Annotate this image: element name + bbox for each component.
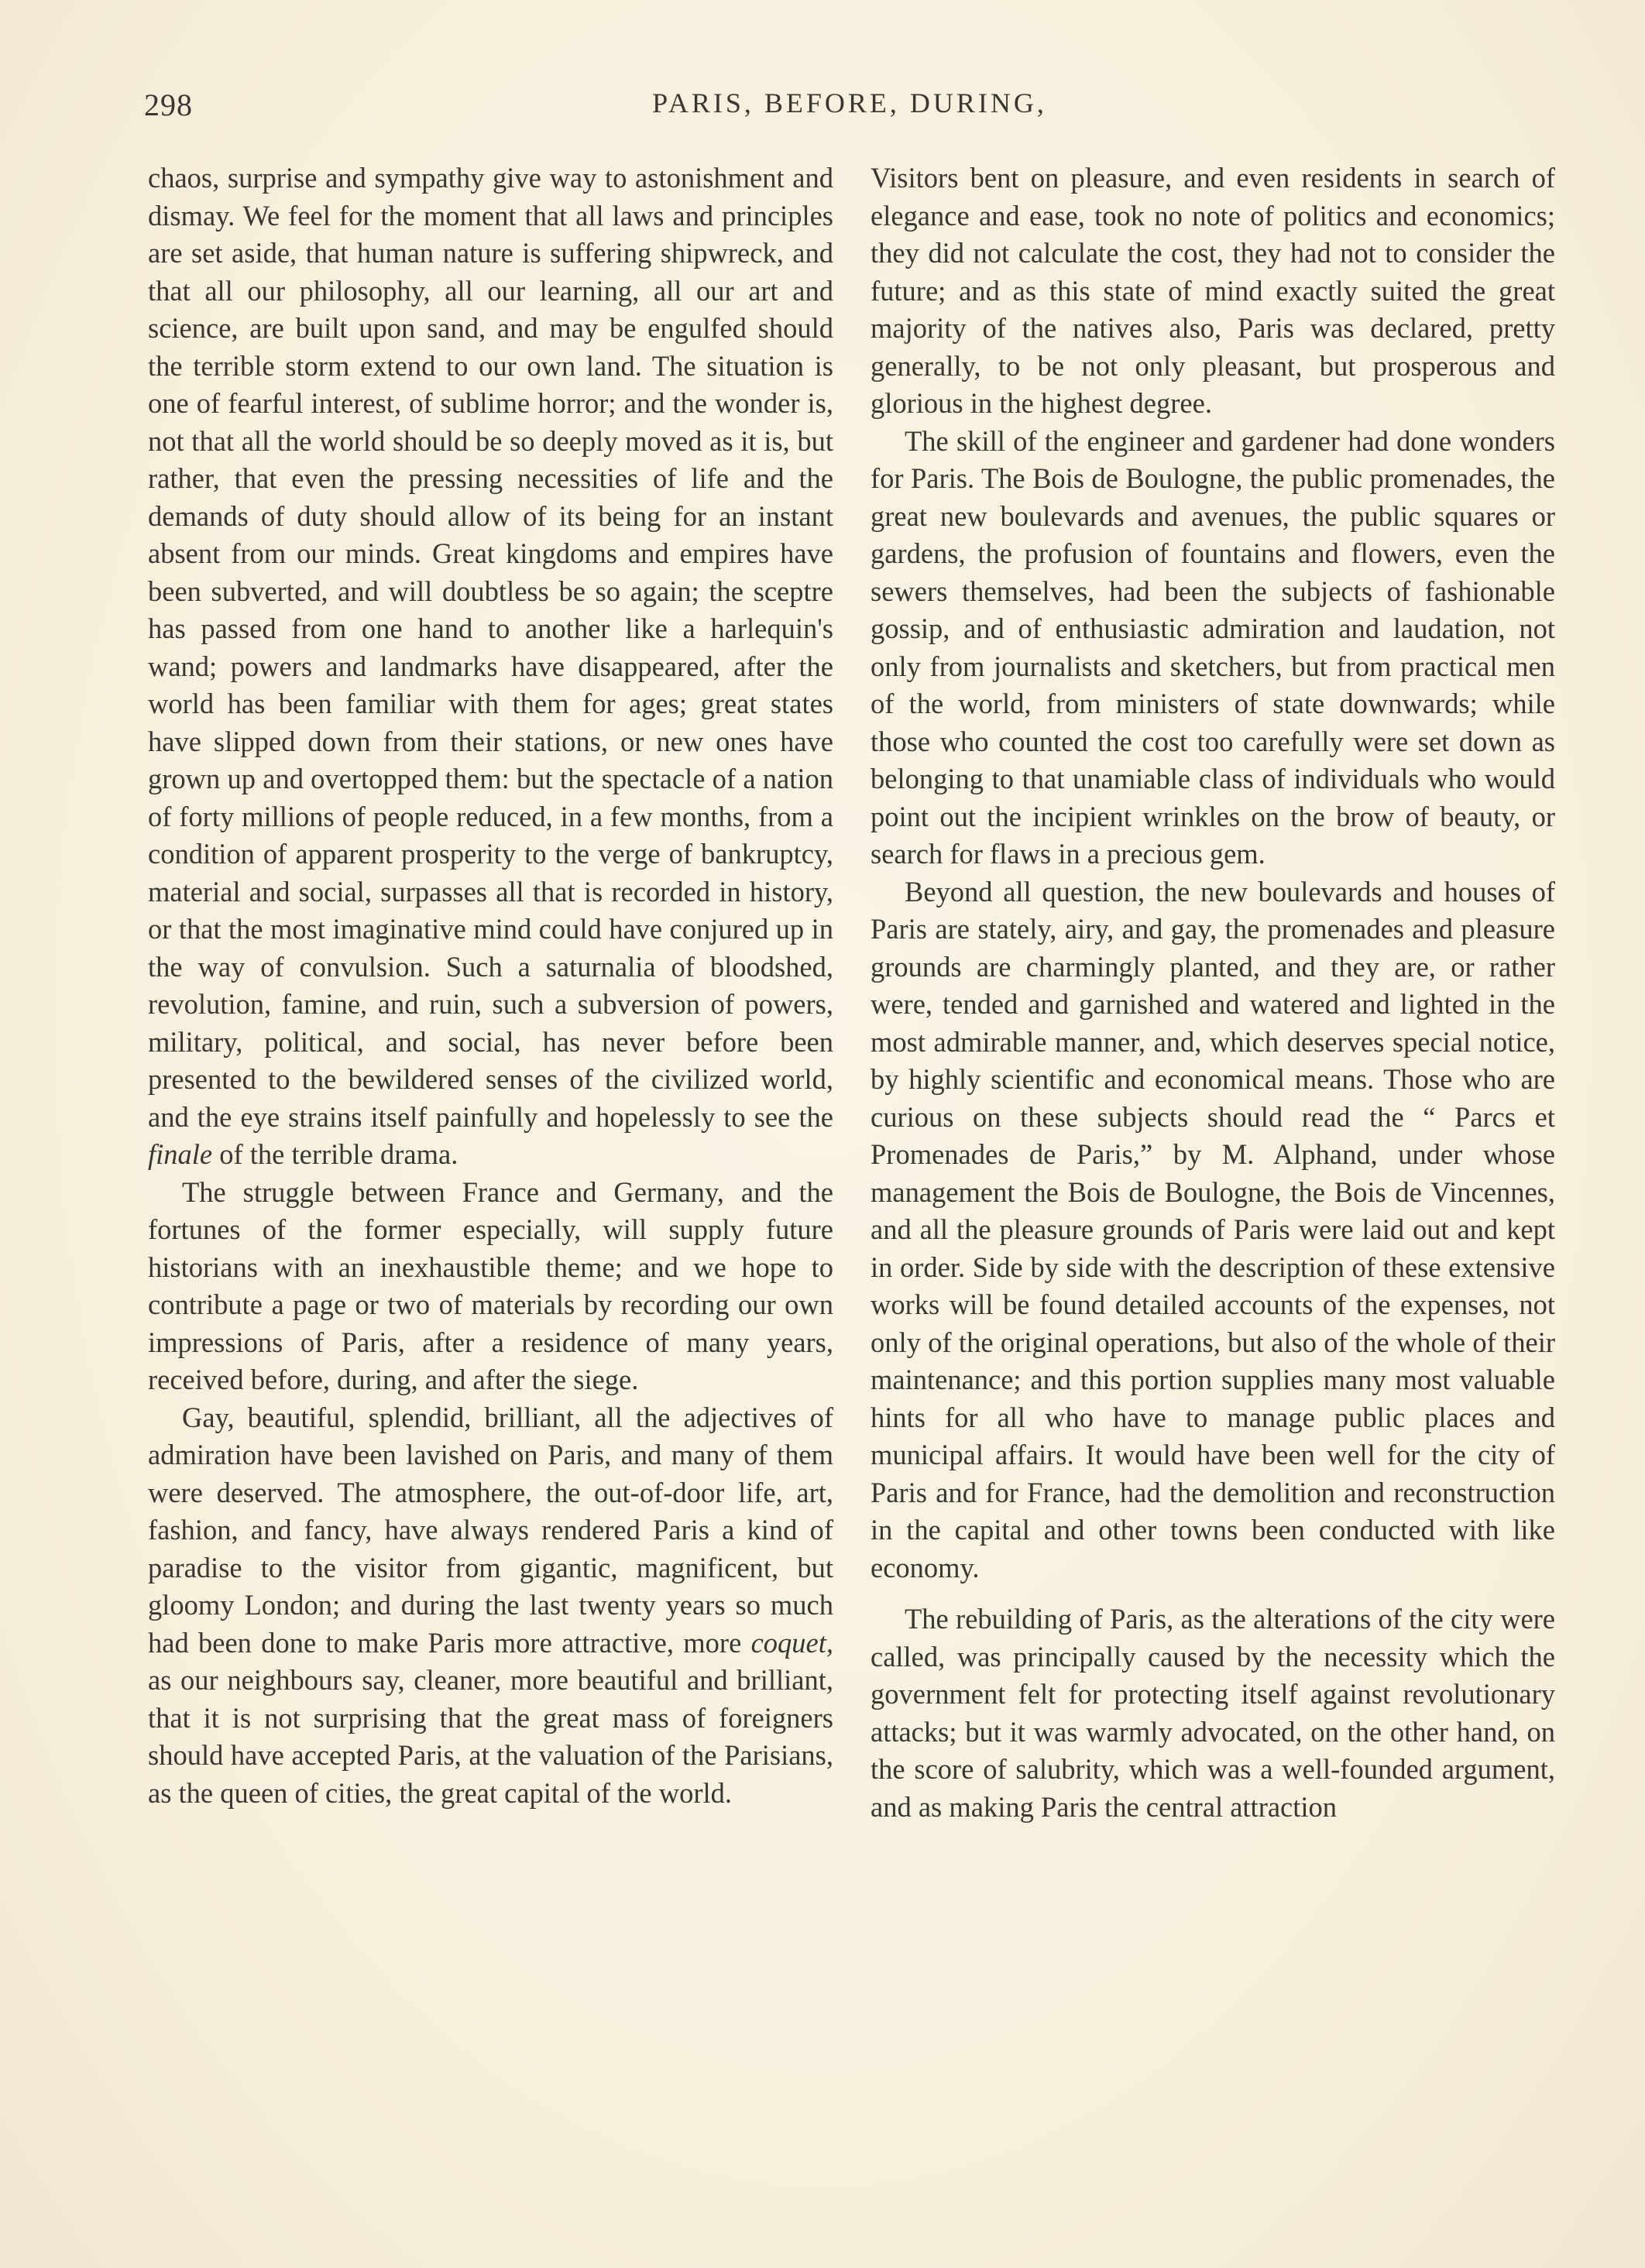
paragraph-continued — [148, 160, 833, 1174]
running-head: PARIS, BEFORE, DURING, — [652, 87, 1047, 118]
left-column — [148, 160, 833, 1812]
paragraph-text: chaos, surprise and sympathy give way to astonishment and dismay. We feel for the moment that all laws and principles are set aside, that human nature is suffering shipwreck, and that all our philosophy, all our learning, all our art and science, are built upon sand, and may be engulfed should the terrible storm extend to our own land. The situation is one of fearful interest, of sublime horror; and the wonder is, not that all the world should be so deeply moved as it is, but rather, that even the pressing necessities of life and the demands of duty should allow of its being for an instant absent from our minds. Great kingdoms and empires have been subverted, and will doubtless be so again; the sceptre has passed from one hand to another like a harlequin's wand; powers and landmarks have disappeared, after the world has been familiar with them for ages; great states have slipped down from their stations, or new ones have grown up and overtopped them: but the spectacle of a nation of forty millions of people reduced, in a few months, from a condition of apparent prosperity to the verge of bankruptcy, material and social, surpasses all that is recorded in history, or that the most imaginative mind could have conjured up in the way of convulsion. Such a saturnalia of bloodshed, revolution, famine, and ruin, such a subversion of powers, military, political, and social, has never before been presented to the bewildered senses of the civilized world, and the eye strains itself painfully and hopelessly to see the — [148, 162, 833, 1133]
paragraph: Beyond all question, the new boulevards and houses of Paris are stately, airy, and gay, the promenades and pleasure grounds are charmingly planted, and they are, or rather were, tended and garnished and watered and lighted in the most admirable manner, and, which deserves special notice, by highly scientific and economical means. Those who are curious on these subjects should read the “ Parcs et Promenades de Paris,” by M. Alphand, under whose management the Bois de Boulogne, the Bois de Vincennes, and all the pleasure grounds of Paris were laid out and kept in order. Side by side with the description of these extensive works will be found detailed accounts of the expenses, not only of the original operations, but also of the whole of their maintenance; and this portion supplies many most valuable hints for all who have to manage public places and municipal affairs. It would have been well for the city of Paris and for France, had the demolition and reconstruction in the capital and other towns been conducted with like economy. — [871, 875, 1555, 1583]
page-header — [144, 87, 1555, 125]
paragraph: The skill of the engineer and gardener had done wonders for Paris. The Bois de Boulogne, the public promenades, the great new boulevards and avenues, the public squares or gardens, the profusion of fountains and flowers, even the sewers themselves, had been the subjects of fashionable gossip, and of enthusiastic admiration and laudation, not only from journalists and sketchers, but from practical men of the world, from ministers of state downwards; while those who counted the cost too carefully were set down as belonging to that unamiable class of individuals who would point out the incipient wrinkles on the brow of beauty, or search for flaws in a precious gem. — [871, 424, 1555, 870]
paragraph-text-end: of the terrible drama. — [219, 1138, 458, 1170]
paragraph-text: Gay, beautiful, splendid, brilliant, all the adjectives of admiration have been lavished on Paris, and many of them were deserved. The atmosphere, the out-of-door life, art, fashion, and fancy, have always rendered Paris a kind of paradise to the visitor from gigantic, magnificent, but gloomy London; and during the last twenty years so much had been done to make Paris more attractive, more — [148, 1401, 833, 1659]
italic-term-finale: finale — [148, 1138, 213, 1170]
page-number: 298 — [144, 87, 193, 122]
paragraph-continued: Visitors bent on pleasure, and even residents in search of elegance and ease, took no note of politics and economics; they did not calculate the cost, they had not to consider the future; and as this state of mind exactly suited the great majority of the natives also, Paris was declared, pretty generally, to be not only pleasant, but prosperous and glorious in the highest degree. — [871, 162, 1555, 419]
paragraph-text-end: as our neighbours say, cleaner, more beautiful and brilliant, that it is not surprising that the great mass of foreigners should have accepted Paris, at the valuation of the Parisians, as the queen of cities, the great capital of the world. — [148, 1664, 833, 1809]
right-column — [871, 160, 1555, 1826]
paragraph — [148, 1399, 833, 1813]
italic-term-coquet: coquet, — [750, 1626, 834, 1659]
paragraph: The rebuilding of Paris, as the alterations of the city were called, was principally caused by the necessity which the government felt for protecting itself against revolutionary attacks; but it was warmly advocated, on the other hand, on the score of salubrity, which was a well-founded argument, and as making Paris the central attraction — [871, 1603, 1555, 1823]
paragraph: The struggle between France and Germany, and the fortunes of the former especially, will supply future historians with an inexhaustible theme; and we hope to contribute a page or two of materials by recording our own impressions of Paris, after a residence of many years, received before, during, and after the siege. — [148, 1175, 833, 1395]
